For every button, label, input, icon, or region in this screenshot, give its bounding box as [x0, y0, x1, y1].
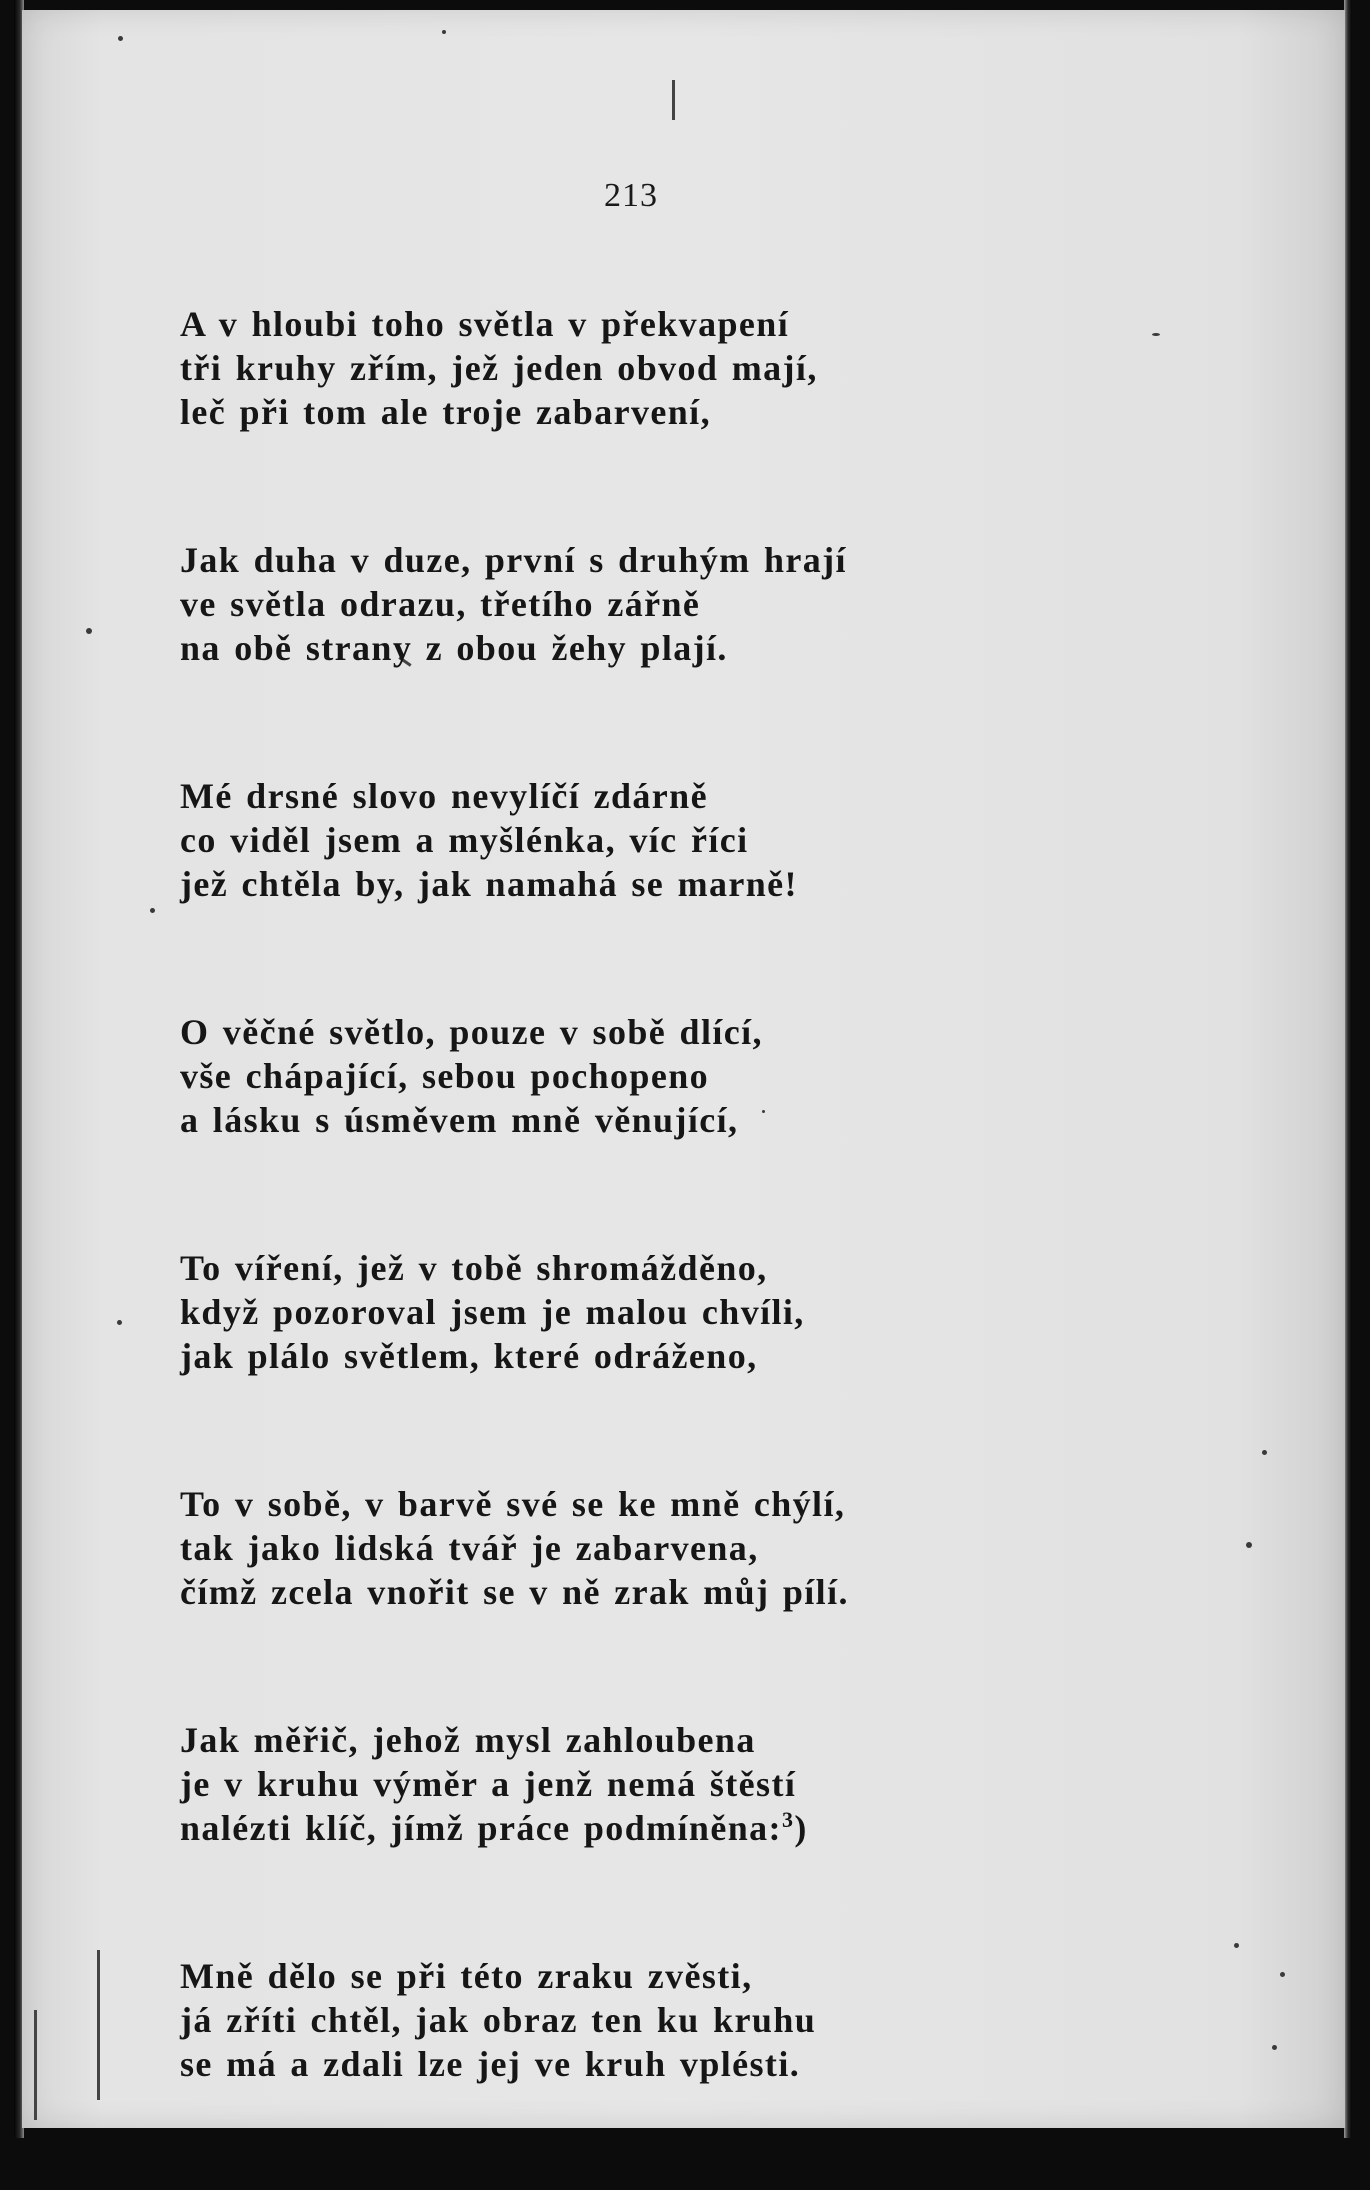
- poem-line: já zříti chtěl, jak obraz ten ku kruhu: [180, 2000, 817, 2040]
- poem-line: [180, 1806, 1180, 1850]
- poem-line: leč při tom ale troje zabarvení,: [180, 392, 711, 432]
- poem-line: O věčné světlo, pouze v sobě dlící,: [180, 1012, 763, 1052]
- poem-line: tři kruhy zřím, jež jeden obvod mají,: [180, 348, 818, 388]
- scan-scratch: [97, 1950, 100, 2100]
- poem-line: tak jako lidská tvář je zabarvena,: [180, 1528, 759, 1568]
- footnote-close-paren: ): [794, 1808, 808, 1848]
- poem-line: To v sobě, v barvě své se ke mně chýlí,: [180, 1484, 846, 1524]
- stanza-2: [180, 538, 1180, 670]
- poem-body: [180, 302, 1180, 2190]
- poem-line: je v kruhu výměr a jenž nemá štěstí: [180, 1764, 797, 1804]
- stanza-7: [180, 1718, 1180, 1850]
- poem-line: a lásku s úsměvem mně věnující,: [180, 1100, 739, 1140]
- scan-speck: [1246, 1542, 1252, 1548]
- poem-line: Mně dělo se při této zraku zvěsti,: [180, 1956, 753, 1996]
- stanza-4: [180, 1010, 1180, 1142]
- scan-scratch: [672, 80, 675, 120]
- scan-speck: [118, 36, 123, 41]
- poem-line: vše chápající, sebou pochopeno: [180, 1056, 710, 1096]
- poem-line: Jak měřič, jehož mysl zahloubena: [180, 1720, 756, 1760]
- scan-speck: [150, 908, 155, 913]
- poem-line: se má a zdali lze jej ve kruh vplésti.: [180, 2044, 801, 2084]
- poem-line: čímž zcela vnořit se v ně zrak můj pílí.: [180, 1572, 849, 1612]
- poem-line: co viděl jsem a myšlénka, víc říci: [180, 820, 749, 860]
- poem-line: jež chtěla by, jak namahá se marně!: [180, 864, 798, 904]
- stanza-6: [180, 1482, 1180, 1614]
- scan-speck: [1262, 1450, 1267, 1455]
- scan-speck: [1272, 2045, 1277, 2050]
- stanza-5: [180, 1246, 1180, 1378]
- poem-line: na obě strany z obou žehy plají.: [180, 628, 728, 668]
- scan-speck: [117, 1320, 122, 1325]
- poem-line: když pozoroval jsem je malou chvíli,: [180, 1292, 805, 1332]
- footnote-marker: 3: [781, 1807, 795, 1832]
- stanza-3: [180, 774, 1180, 906]
- scan-scratch: [34, 2010, 37, 2120]
- scan-speck: [442, 30, 446, 34]
- stanza-1: [180, 302, 1180, 434]
- scan-speck: [86, 628, 92, 634]
- poem-line: A v hloubi toho světla v překvapení: [180, 304, 790, 344]
- scan-speck: [1280, 1972, 1285, 1977]
- stanza-8: [180, 1954, 1180, 2086]
- poem-line: ve světla odrazu, třetího zářně: [180, 584, 701, 624]
- poem-line: Mé drsné slovo nevylíčí zdárně: [180, 776, 708, 816]
- poem-line: Jak duha v duze, první s druhým hrají: [180, 540, 847, 580]
- scan-speck: [1234, 1943, 1239, 1948]
- poem-line-text: nalézti klíč, jímž práce podmíněna:: [180, 1808, 782, 1848]
- page-number: 213: [604, 177, 658, 214]
- poem-line: jak plálo světlem, které odráženo,: [180, 1336, 758, 1376]
- poem-line: To víření, jež v tobě shromážděno,: [180, 1248, 768, 1288]
- page-right-edge-shadow: [1344, 0, 1352, 2138]
